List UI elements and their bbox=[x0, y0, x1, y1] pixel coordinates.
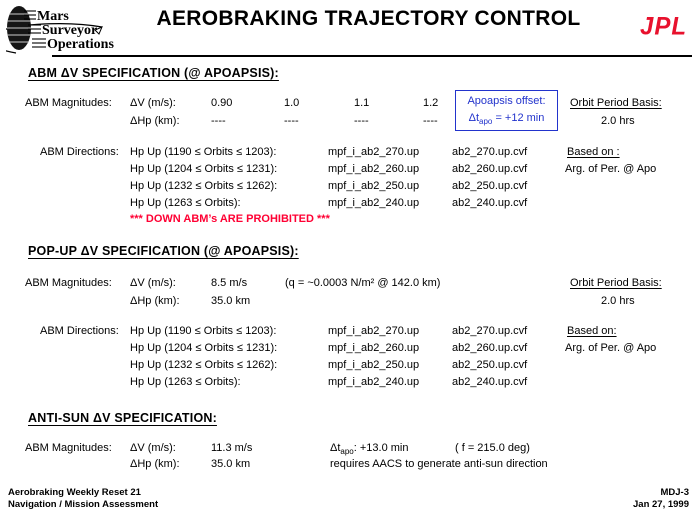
popup-q-note: (q = ~0.0003 N/m² @ 142.0 km) bbox=[285, 277, 441, 289]
antisun-f-note: ( f = 215.0 deg) bbox=[455, 442, 530, 454]
popup-direction-file-2: mpf_i_ab2_260.up bbox=[328, 342, 420, 354]
popup-dhp-value: 35.0 km bbox=[211, 295, 251, 307]
abm-direction-file-2: mpf_i_ab2_260.up bbox=[328, 163, 420, 175]
abm-direction-file-4: mpf_i_ab2_240.up bbox=[328, 197, 420, 209]
abm-dv-label: ΔV (m/s): bbox=[130, 97, 176, 109]
popup-orbit-period-value: 2.0 hrs bbox=[601, 295, 635, 307]
popup-dhp-label: ΔHp (km): bbox=[130, 295, 180, 307]
section-heading-abm: ABM ΔV SPECIFICATION (@ APOAPSIS): bbox=[28, 66, 279, 80]
footer-left-line1: Aerobraking Weekly Reset 21 bbox=[8, 487, 141, 498]
popup-direction-condition-1: Hp Up (1190 ≤ Orbits ≤ 1203): bbox=[130, 325, 277, 337]
abm-dv-value-2: 1.0 bbox=[284, 97, 300, 109]
abm-direction-condition-4: Hp Up (1263 ≤ Orbits): bbox=[130, 197, 241, 209]
abm-based-on-value: Arg. of Per. @ Apo bbox=[565, 163, 657, 175]
abm-direction-condition-1: Hp Up (1190 ≤ Orbits ≤ 1203): bbox=[130, 146, 277, 158]
abm-direction-cvf-4: ab2_240.up.cvf bbox=[452, 197, 528, 209]
popup-magnitudes-label: ABM Magnitudes: bbox=[25, 277, 112, 289]
header-divider bbox=[52, 55, 692, 57]
jpl-logo: JPL bbox=[639, 12, 687, 41]
popup-direction-condition-3: Hp Up (1232 ≤ Orbits ≤ 1262): bbox=[130, 359, 278, 371]
footer-left-line2: Navigation / Mission Assessment bbox=[8, 499, 159, 510]
logo-text-surveyor: Surveyor bbox=[42, 23, 98, 38]
popup-based-on-value: Arg. of Per. @ Apo bbox=[565, 342, 657, 354]
popup-based-on-label: Based on: bbox=[567, 325, 617, 337]
antisun-dv-value: 11.3 m/s bbox=[211, 442, 253, 454]
abm-directions-label: ABM Directions: bbox=[40, 146, 119, 158]
abm-direction-file-3: mpf_i_ab2_250.up bbox=[328, 180, 420, 192]
abm-magnitudes-label: ABM Magnitudes: bbox=[25, 97, 112, 109]
abm-dhp-label: ΔHp (km): bbox=[130, 115, 180, 127]
popup-direction-file-4: mpf_i_ab2_240.up bbox=[328, 376, 420, 388]
abm-dv-value-4: 1.2 bbox=[423, 97, 439, 109]
antisun-magnitudes-label: ABM Magnitudes: bbox=[25, 442, 112, 454]
antisun-dv-label: ΔV (m/s): bbox=[130, 442, 176, 454]
abm-dhp-value-2: ---- bbox=[284, 115, 299, 127]
apoapsis-offset-value: $\Delta t_{apo} = +12$ min bbox=[468, 112, 545, 127]
abm-dhp-value-4: ---- bbox=[423, 115, 438, 127]
popup-dv-label: ΔV (m/s): bbox=[130, 277, 176, 289]
logo-text-operations: Operations bbox=[47, 37, 114, 52]
abm-direction-cvf-1: ab2_270.up.cvf bbox=[452, 146, 528, 158]
logo-text-mars: Mars bbox=[37, 9, 69, 24]
abm-direction-file-1: mpf_i_ab2_270.up bbox=[328, 146, 420, 158]
abm-orbit-period-label: Orbit Period Basis: bbox=[570, 97, 662, 109]
section-heading-popup: POP-UP ΔV SPECIFICATION (@ APOAPSIS): bbox=[28, 244, 299, 258]
popup-direction-condition-2: Hp Up (1204 ≤ Orbits ≤ 1231): bbox=[130, 342, 278, 354]
abm-direction-condition-3: Hp Up (1232 ≤ Orbits ≤ 1262): bbox=[130, 180, 278, 192]
popup-direction-cvf-3: ab2_250.up.cvf bbox=[452, 359, 528, 371]
apoapsis-offset-callout bbox=[455, 90, 558, 131]
abm-based-on-label: Based on : bbox=[567, 146, 620, 158]
popup-direction-cvf-2: ab2_260.up.cvf bbox=[452, 342, 528, 354]
popup-orbit-period-label: Orbit Period Basis: bbox=[570, 277, 662, 289]
popup-direction-cvf-1: ab2_270.up.cvf bbox=[452, 325, 528, 337]
down-abm-prohibited-warning: *** DOWN ABM’s ARE PROHIBITED *** bbox=[130, 213, 330, 225]
abm-direction-cvf-3: ab2_250.up.cvf bbox=[452, 180, 528, 192]
abm-dv-value-1: 0.90 bbox=[211, 97, 233, 109]
abm-direction-cvf-2: ab2_260.up.cvf bbox=[452, 163, 528, 175]
antisun-dt-note: $\Delta t_{apo}$: +13.0 min bbox=[330, 442, 409, 457]
popup-directions-label: ABM Directions: bbox=[40, 325, 119, 337]
page-title: AEROBRAKING TRAJECTORY CONTROL bbox=[156, 7, 581, 30]
abm-dhp-value-3: ---- bbox=[354, 115, 369, 127]
popup-direction-condition-4: Hp Up (1263 ≤ Orbits): bbox=[130, 376, 241, 388]
footer-date: Jan 27, 1999 bbox=[633, 499, 689, 510]
antisun-dhp-label: ΔHp (km): bbox=[130, 458, 180, 470]
popup-dv-value: 8.5 m/s bbox=[211, 277, 248, 289]
abm-direction-condition-2: Hp Up (1204 ≤ Orbits ≤ 1231): bbox=[130, 163, 278, 175]
apoapsis-offset-label: Apoapsis offset: bbox=[467, 95, 546, 107]
antisun-aacs-note: requires AACS to generate anti-sun direction bbox=[330, 458, 548, 470]
abm-orbit-period-value: 2.0 hrs bbox=[601, 115, 635, 127]
abm-dv-value-3: 1.1 bbox=[354, 97, 370, 109]
antisun-dhp-value: 35.0 km bbox=[211, 458, 251, 470]
popup-direction-file-1: mpf_i_ab2_270.up bbox=[328, 325, 420, 337]
footer-page-id: MDJ-3 bbox=[660, 487, 689, 498]
popup-direction-file-3: mpf_i_ab2_250.up bbox=[328, 359, 420, 371]
popup-direction-cvf-4: ab2_240.up.cvf bbox=[452, 376, 528, 388]
section-heading-antisun: ANTI-SUN ΔV SPECIFICATION: bbox=[28, 411, 217, 425]
abm-dhp-value-1: ---- bbox=[211, 115, 226, 127]
